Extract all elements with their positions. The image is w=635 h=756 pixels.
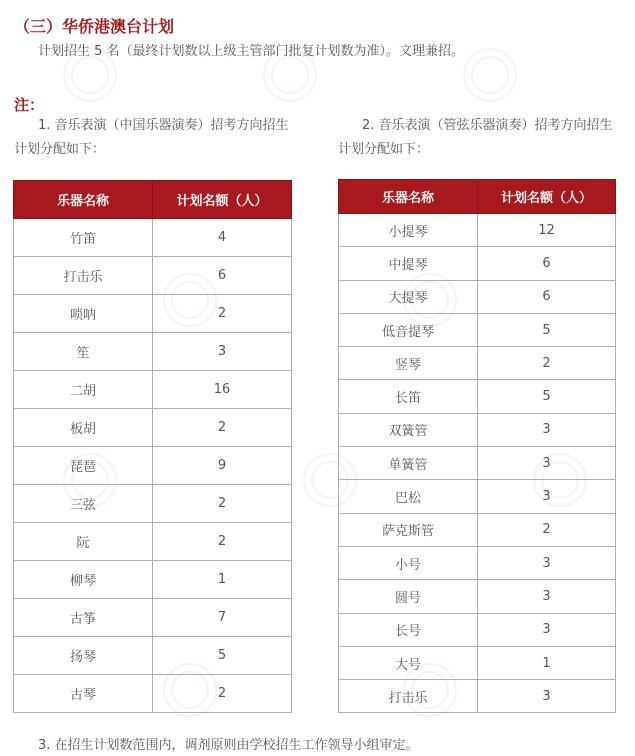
instrument-name: 小提琴: [339, 214, 478, 247]
header-instrument: 乐器名称: [339, 180, 478, 214]
quota-count: 3: [478, 580, 616, 613]
note-label: 注：: [14, 96, 45, 114]
instrument-name: 打击乐: [339, 680, 478, 713]
instrument-name: 扬琴: [14, 637, 153, 675]
table-row: [339, 313, 616, 346]
quota-count: 3: [478, 546, 616, 579]
quota-count: 1: [153, 561, 292, 599]
instrument-name: 竖琴: [339, 347, 478, 380]
instrument-name: 二胡: [14, 371, 153, 409]
left-paragraph: [14, 114, 304, 162]
quota-count: 6: [478, 280, 616, 313]
instrument-name: 巴松: [339, 480, 478, 513]
header-quota: 计划名额（人）: [153, 181, 292, 219]
quota-count: 3: [478, 613, 616, 646]
quota-count: 4: [153, 219, 292, 257]
quota-count: 2: [153, 409, 292, 447]
instrument-name: 大提琴: [339, 280, 478, 313]
section-title: （三）华侨港澳台计划: [14, 17, 175, 36]
table-header-row: [339, 180, 616, 214]
intro-text: 计划招生 5 名（最终计划数以上级主管部门批复计划数为准）。文理兼招。: [38, 44, 465, 59]
table-row: [339, 546, 616, 579]
instrument-name: 阮: [14, 523, 153, 561]
instrument-name: 笙: [14, 333, 153, 371]
quota-count: 2: [478, 513, 616, 546]
table-row: [14, 219, 292, 257]
instrument-name: 小号: [339, 546, 478, 579]
quota-count: 3: [478, 480, 616, 513]
table-row: [339, 646, 616, 679]
table-row: [14, 295, 292, 333]
quota-count: 1: [478, 646, 616, 679]
instrument-name: 琵琶: [14, 447, 153, 485]
table-row: [339, 247, 616, 280]
quota-count: 3: [478, 413, 616, 446]
header-quota: 计划名额（人）: [478, 180, 616, 214]
quota-count: 3: [478, 447, 616, 480]
instrument-name: 柳琴: [14, 561, 153, 599]
instrument-name: 单簧管: [339, 447, 478, 480]
instrument-name: 长号: [339, 613, 478, 646]
table-row: [14, 637, 292, 675]
instrument-name: 大号: [339, 646, 478, 679]
quota-count: 9: [153, 447, 292, 485]
instrument-name: 低音提琴: [339, 313, 478, 346]
table-row: [339, 347, 616, 380]
quota-count: 7: [153, 599, 292, 637]
instrument-name: 板胡: [14, 409, 153, 447]
table-row: [339, 280, 616, 313]
chinese-instruments-table: [13, 180, 292, 713]
instrument-name: 唢呐: [14, 295, 153, 333]
left-paragraph-line2: 计划分配如下：: [14, 142, 106, 157]
table-row: [339, 380, 616, 413]
right-paragraph-line1: 2. 音乐表演（管弦乐器演奏）招考方向招生: [362, 118, 613, 133]
instrument-name: 古筝: [14, 599, 153, 637]
instrument-name: 萨克斯管: [339, 513, 478, 546]
table-row: [14, 523, 292, 561]
table-row: [339, 214, 616, 247]
quota-count: 16: [153, 371, 292, 409]
table-row: [14, 599, 292, 637]
footnote: 3. 在招生计划数范围内，调剂原则由学校招生工作领导小组审定。: [38, 738, 419, 753]
quota-count: 3: [153, 333, 292, 371]
table-row: [339, 580, 616, 613]
quota-count: 2: [478, 347, 616, 380]
instrument-name: 古琴: [14, 675, 153, 713]
table-row: [14, 675, 292, 713]
table-row: [339, 613, 616, 646]
right-paragraph: [338, 114, 628, 162]
instrument-name: 竹笛: [14, 219, 153, 257]
table-row: [14, 409, 292, 447]
quota-count: 6: [153, 257, 292, 295]
right-paragraph-line2: 计划分配如下：: [338, 142, 430, 157]
quota-count: 5: [153, 637, 292, 675]
table-row: [14, 333, 292, 371]
quota-count: 3: [478, 680, 616, 713]
instrument-name: 中提琴: [339, 247, 478, 280]
instrument-name: 长笛: [339, 380, 478, 413]
quota-count: 2: [153, 485, 292, 523]
table-row: [339, 513, 616, 546]
table-row: [14, 485, 292, 523]
table-row: [339, 447, 616, 480]
table-row: [339, 413, 616, 446]
table-row: [339, 480, 616, 513]
header-instrument: 乐器名称: [14, 181, 153, 219]
left-paragraph-line1: 1. 音乐表演（中国乐器演奏）招考方向招生: [38, 118, 289, 133]
orchestral-instruments-table: [338, 179, 616, 713]
instrument-name: 双簧管: [339, 413, 478, 446]
instrument-name: 三弦: [14, 485, 153, 523]
quota-count: 2: [153, 295, 292, 333]
table-row: [14, 561, 292, 599]
quota-count: 5: [478, 313, 616, 346]
table-row: [14, 257, 292, 295]
table-row: [339, 680, 616, 713]
table-row: [14, 447, 292, 485]
quota-count: 12: [478, 214, 616, 247]
quota-count: 6: [478, 247, 616, 280]
table-row: [14, 371, 292, 409]
instrument-name: 打击乐: [14, 257, 153, 295]
quota-count: 2: [153, 675, 292, 713]
table-header-row: [14, 181, 292, 219]
quota-count: 5: [478, 380, 616, 413]
quota-count: 2: [153, 523, 292, 561]
instrument-name: 圆号: [339, 580, 478, 613]
